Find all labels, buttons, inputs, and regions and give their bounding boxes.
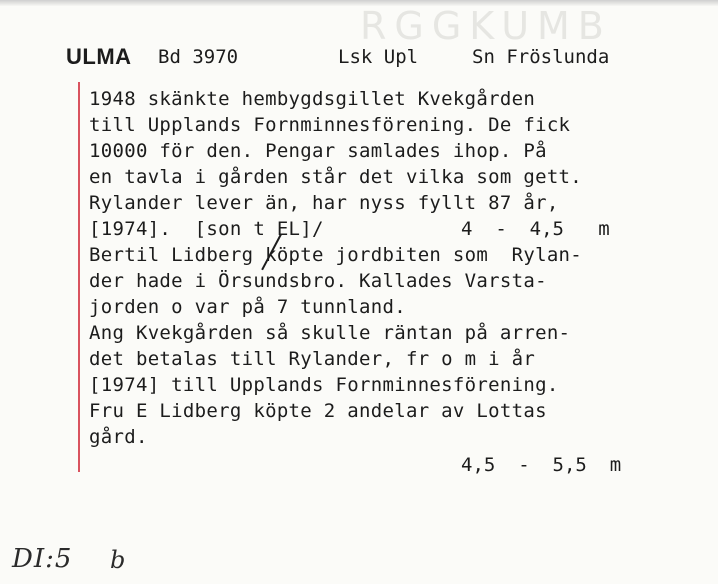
- reference-code-suffix: b: [110, 546, 126, 574]
- card-header: [0, 44, 718, 74]
- volume-number: Bd 3970: [158, 46, 239, 68]
- bleed-through-text: RGGKUMB: [360, 4, 612, 48]
- transcript-line: till Upplands Fornminnesförening. De fick: [89, 114, 571, 136]
- transcript-line: Bertil Lidberg köpte jordbiten som Rylan-: [89, 244, 583, 266]
- transcript-line: en tavla i gården står det vilka som gett.: [89, 166, 583, 188]
- transcript-line: Rylander lever än, har nyss fyllt 87 år,: [89, 192, 559, 214]
- transcript-line: 1948 skänkte hembygdsgillet Kvekgården: [89, 88, 536, 110]
- transcript-line: det betalas till Rylander, fr o m i år: [89, 348, 536, 370]
- transcript-line: [1974] till Upplands Fornminnesförening.: [89, 374, 559, 396]
- transcript-line: der hade i Örsundsbro. Kallades Varsta-: [89, 270, 547, 292]
- time-range: 4,5 - 5,5 m: [461, 454, 622, 476]
- time-range: 4 - 4,5 m: [461, 218, 610, 240]
- transcript-line: Ang Kvekgården så skulle räntan på arren-: [89, 322, 571, 344]
- province: Lsk Upl: [338, 46, 419, 68]
- transcript-line: gård.: [89, 426, 148, 448]
- transcript-line: Fru E Lidberg köpte 2 andelar av Lottas: [89, 400, 547, 422]
- margin-rule: [78, 82, 80, 472]
- transcript-line: [1974]. [son t EL]/: [89, 218, 324, 240]
- parish: Sn Fröslunda: [472, 46, 610, 68]
- archive-name: ULMA: [66, 44, 132, 69]
- reference-code: DI:5: [12, 544, 73, 574]
- transcript-line: jorden o var på 7 tunnland.: [89, 296, 406, 318]
- transcript-line: 10000 för den. Pengar samlades ihop. På: [89, 140, 547, 162]
